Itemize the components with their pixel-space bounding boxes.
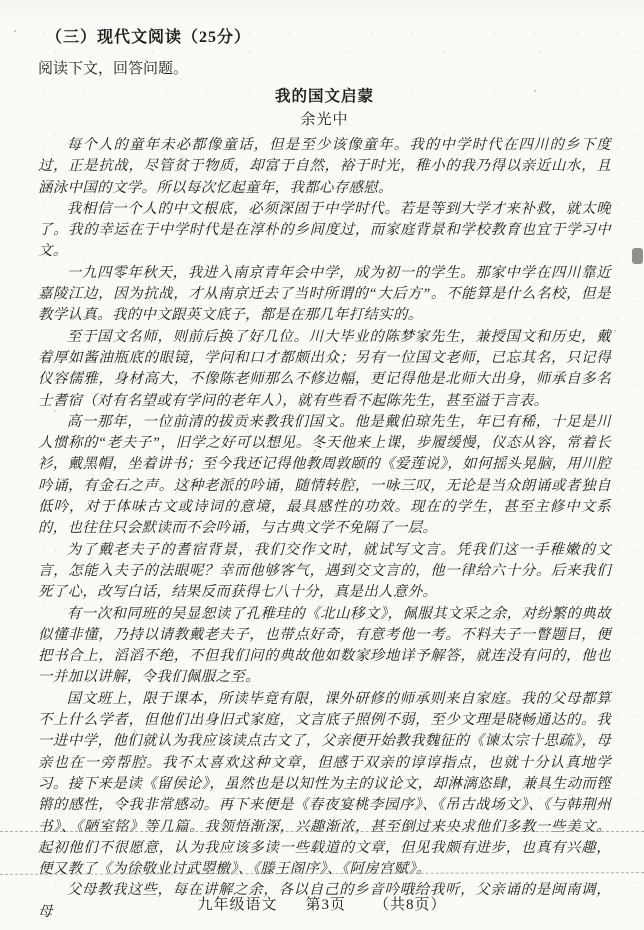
page-footer — [0, 893, 644, 914]
scan-smudge-artifact — [632, 248, 643, 264]
essay-paragraph: 高一那年，一位前清的拔贡来教我们国文。他是戴伯琼先生，年已有稀，十足是川人惯称的“老夫子”，旧学之好可以想见。冬天他来上课，步履缓慢，仪态从容，常着长衫，戴黑帽，坐着讲书；至今我还记得他教周敦颐的《爱莲说》，如何摇头晃脑，用川腔吟诵，有金石之声。这种老派的吟诵，随情转腔，一咏三叹，无论是当众朗诵或者独自低吟，对于体味古文或诗词的意境，最具感性的功效。现在的学生，甚至主修中文系的，也往往只会默读而不会吟诵，与古典文学不免隔了一层。 — [38, 413, 611, 537]
essay-paragraph: 为了戴老夫子的耆宿背景，我们交作文时，就试写文言。凭我们这一手稚嫩的文言，怎能入夫子的法眼呢？幸而他够客气，遇到交文言的，他一律给六十分。后来我们死了心，改写白话，结果反而获得七八十分，真是出人意外。 — [38, 541, 611, 601]
essay-paragraph: 至于国文名师，则前后换了好几位。川大毕业的陈梦家先生，兼授国文和历史，戴着厚如酱油瓶底的眼镜，学问和口才都颇出众；另有一位国文老师，已忘其名，只记得仪容儒雅，身材高大，不像陈老师那么不修边幅，更记得他是北师大出身，师承自多名士耆宿（对有名望或有学问的老年人），就有些看不起陈先生，甚至溢于言表。 — [38, 328, 611, 409]
essay-paragraph: 国文班上，限于课本，所读毕竟有限，课外研修的师承则来自家庭。我的父母都算不上什么学者，但他们出身旧式家庭，文言底子照例不弱，至少文理是晓畅通达的。我一进中学，他们就认为我应该读点古文了，父亲便开始教我魏征的《谏太宗十思疏》，母亲也在一旁帮腔。我不太喜欢这种文章，但感于双亲的谆谆指点，也就十分认真地学习。接下来是读《留侯论》，虽然也是以知性为主的议论文，却淋漓恣肆，兼具生动而铿锵的感性，令我非常感动。再下来便是《春夜宴桃李园序》、《吊古战场文》、《与韩荆州书》、《陋室铭》等几篇。我领悟渐深，兴趣渐浓，甚至倒过来央求他们多教一些美文。起初他们不很愿意，认为我应该多读一些载道的文章，但见我颇有进步，也真有兴趣，便又教了《为徐敬业讨武曌檄》、《滕王阁序》、《阿房宫赋》。 — [38, 690, 611, 878]
essay-paragraph: 我相信一个人的中文根底，必须深固于中学时代。若是等到大学才来补救，就太晚了。我的幸运在于中学时代是在淳朴的乡间度过，而家庭背景和学校教育也宜于学习中文。 — [38, 200, 611, 260]
footer-page-number: 第3页 — [305, 897, 346, 913]
section-heading: （三）现代文阅读（25分） — [46, 29, 252, 46]
reading-instruction: 阅读下文，回答问题。 — [38, 61, 189, 77]
scan-noise-specks — [14, 30, 16, 32]
essay-title: 我的国文启蒙 — [274, 88, 374, 105]
essay-body — [38, 135, 611, 923]
page-content — [38, 24, 611, 923]
footer-subject: 九年级语文 — [197, 897, 278, 913]
essay-author: 余光中 — [300, 112, 349, 128]
essay-paragraph: 每个人的童年未必都像童话，但是至少该像童年。我的中学时代在四川的乡下度过，正是抗战，尽管贫于物质，却富于自然，裕于时光，稚小的我乃得以亲近山水，且涵泳中国的文学。所以每次忆起童年，我都心存感慰。 — [38, 137, 611, 196]
essay-paragraph: 一九四零年秋天，我进入南京青年会中学，成为初一的学生。那家中学在四川靠近嘉陵江边，因为抗战，才从南京迁去了当时所谓的“大后方”。不能算是什么名校，但是教学认真。我的中文跟英文底子，都是在那几年打结实的。 — [38, 264, 611, 324]
essay-paragraph: 有一次和同班的吴显恕读了孔稚珪的《北山移文》，佩服其文采之余，对纷繁的典故似懂非懂，乃持以请教戴老夫子，也带点好奇，有意考他一考。不料夫子一瞥题目，便把书合上，滔滔不绝，不但我们问的典故他如数家珍地详予解答，就连没有问的，他也一并加以讲解，令我们佩服之至。 — [38, 605, 611, 686]
essay-paragraph: 父母教我这些，每在讲解之余，各以自己的乡音吟哦给我听，父亲诵的是闽南调，母 — [38, 882, 611, 920]
footer-page-total: （共8页） — [374, 897, 447, 913]
